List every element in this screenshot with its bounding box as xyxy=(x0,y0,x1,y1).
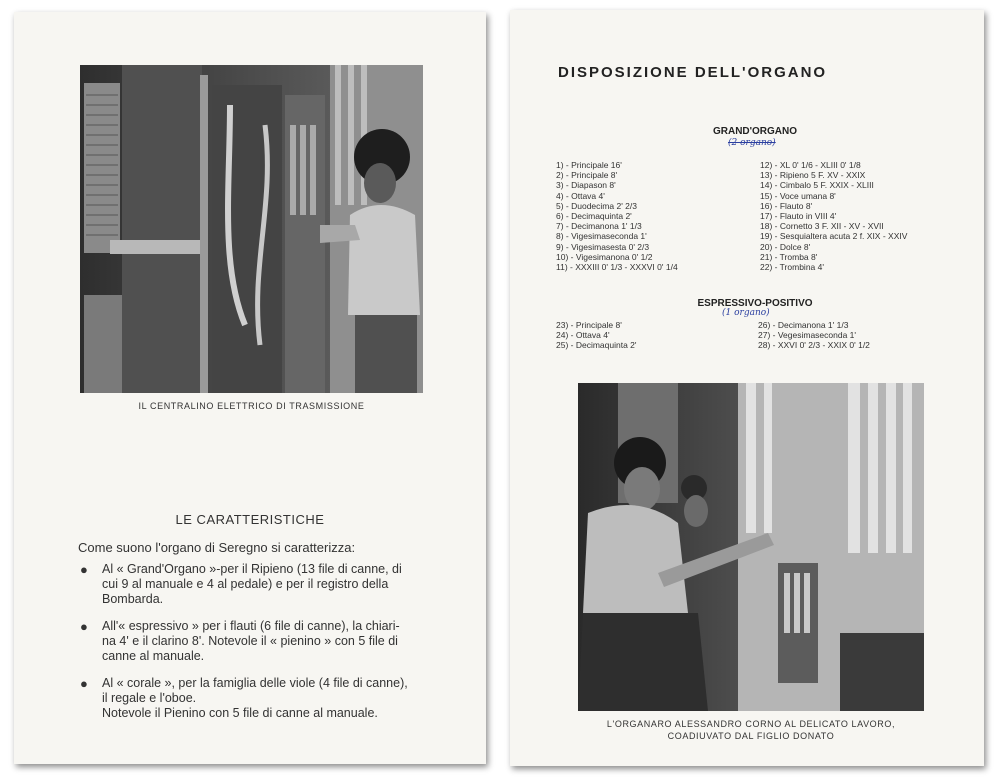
stop-item: 18) - Cornetto 3 F. XII - XV - XVII xyxy=(760,221,884,232)
feature-item: ● Al « corale », per la famiglia delle viole (4 file di canne), il regale e l'oboe. Notevole il Pienino con 5 file di canne al manuale. xyxy=(80,676,430,721)
stop-item: 23) - Principale 8' xyxy=(556,320,622,330)
stop-item: 25) - Decimaquinta 2' xyxy=(556,340,637,351)
switchboard-photo-caption: IL CENTRALINO ELETTRICO DI TRASMISSIONE xyxy=(138,401,365,411)
switchboard-photo xyxy=(80,65,423,393)
stop-item: 6) - Decimaquinta 2' xyxy=(556,211,632,222)
caption-line: L'ORGANARO ALESSANDRO CORNO AL DELICATO LAVORO, xyxy=(606,719,896,729)
stop-item: 12) - XL 0' 1/6 - XLIII 0' 1/8 xyxy=(760,160,861,170)
stop-item: 4) - Ottava 4' xyxy=(556,190,605,201)
stop-item: 8) - Vigesimaseconda 1' xyxy=(556,231,647,242)
stop-item: 16) - Flauto 8' xyxy=(760,200,813,211)
espressivo-handwritten-note: (1 organo) xyxy=(722,308,770,318)
organ-builder-photo xyxy=(578,383,924,711)
stop-item: 17) - Flauto in VIII 4' xyxy=(760,211,837,222)
espressivo-stops-right xyxy=(758,320,870,351)
page-title: DISPOSIZIONE DELL'ORGANO xyxy=(558,64,828,81)
stop-item: 2) - Principale 8' xyxy=(556,170,618,181)
stop-item: 24) - Ottava 4' xyxy=(556,330,610,341)
grand-organo-handwritten-note: (2 organo) xyxy=(728,138,776,148)
stop-item: 20) - Dolce 8' xyxy=(760,241,811,252)
grand-organo-stops-left xyxy=(556,160,678,272)
section-title: LE CARATTERISTICHE xyxy=(175,512,325,527)
stop-item: 15) - Voce umana 8' xyxy=(760,190,836,201)
grand-organo-heading: GRAND'ORGANO xyxy=(712,126,798,137)
grand-organo-stops-right xyxy=(760,160,907,272)
stop-item: 9) - Vigesimasesta 0' 2/3 xyxy=(556,241,650,252)
stop-item: 22) - Trombina 4' xyxy=(760,262,824,273)
espressivo-heading: ESPRESSIVO-POSITIVO xyxy=(697,298,813,309)
stop-item: 26) - Decimanona 1' 1/3 xyxy=(758,320,849,330)
stop-item: 19) - Sesquialtera acuta 2 f. XIX - XXIV xyxy=(760,231,908,242)
stop-item: 27) - Vegesimaseconda 1' xyxy=(758,330,857,341)
feature-item: ● Al « Grand'Organo »-per il Ripieno (13 file di canne, di cui 9 al manuale e 4 al pedale) e per il registro della Bombarda. xyxy=(80,562,430,607)
feature-item: ● All'« espressivo » per i flauti (6 file di canne), la chiari- na 4' e il clarino 8'. Notevole il « pienino » con 5 file di canne al manuale. xyxy=(80,619,430,664)
stop-item: 28) - XXVI 0' 2/3 - XXIX 0' 1/2 xyxy=(758,340,870,351)
stop-item: 10) - Vigesimanona 0' 1/2 xyxy=(556,251,653,262)
left-page xyxy=(14,12,486,764)
organ-builder-photo-caption xyxy=(578,718,924,742)
features-list xyxy=(80,562,430,733)
caption-line: COADIUVATO DAL FIGLIO DONATO xyxy=(667,731,835,741)
switchboard-photo-image xyxy=(80,65,423,393)
stop-item: 13) - Ripieno 5 F. XV - XXIX xyxy=(760,170,866,181)
stop-item: 7) - Decimanona 1' 1/3 xyxy=(556,221,642,232)
stop-item: 21) - Tromba 8' xyxy=(760,251,818,262)
stop-item: 5) - Duodecima 2' 2/3 xyxy=(556,200,637,211)
stop-item: 3) - Diapason 8' xyxy=(556,180,616,191)
espressivo-stops-left xyxy=(556,320,637,351)
right-page xyxy=(510,10,984,766)
organ-builder-photo-image xyxy=(578,383,924,711)
intro-text: Come suono l'organo di Seregno si caratterizza: xyxy=(78,540,356,555)
stop-item: 11) - XXXIII 0' 1/3 - XXXVI 0' 1/4 xyxy=(556,262,678,273)
stop-item: 1) - Principale 16' xyxy=(556,160,622,170)
stop-item: 14) - Cimbalo 5 F. XXIX - XLIII xyxy=(760,180,874,191)
